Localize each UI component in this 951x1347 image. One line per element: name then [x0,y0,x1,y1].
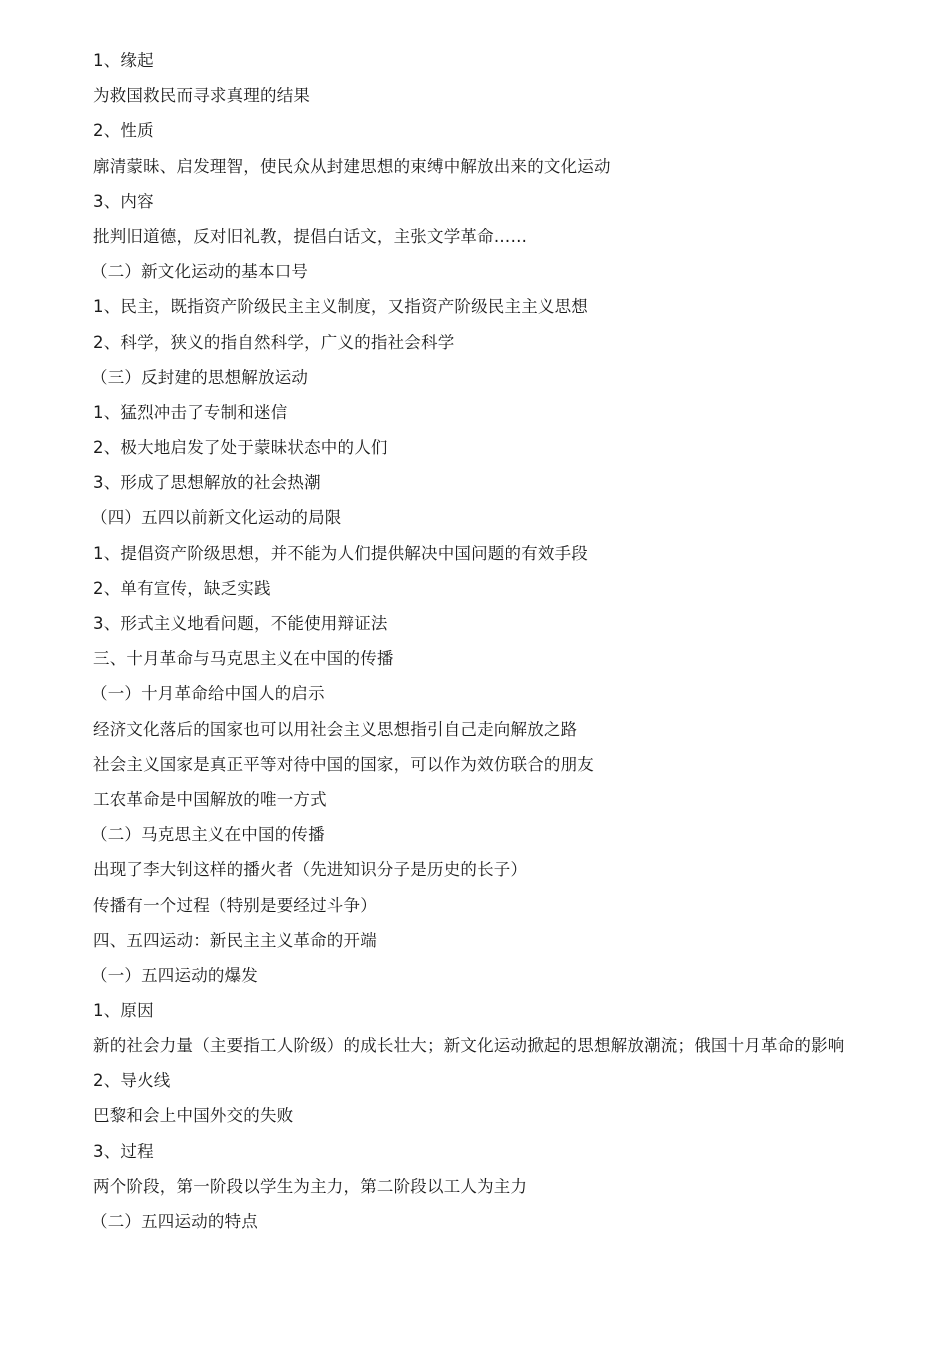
text-line: 批判旧道德，反对旧礼教，提倡白话文，主张文学革命…… [93,226,528,246]
document-page [0,43,951,1239]
list-item: 2、科学，狭义的指自然科学，广义的指社会科学 [93,332,455,352]
section-heading: （二）新文化运动的基本口号 [91,262,309,282]
heading-origin: 1、缘起 [93,51,154,70]
list-item: 2、单有宣传，缺乏实践 [93,578,271,598]
section-heading: （一）五四运动的爆发 [91,965,258,985]
chapter-heading: 三、十月革命与马克思主义在中国的传播 [93,649,394,669]
text-paragraph: 新的社会力量（主要指工人阶级）的成长壮大；新文化运动掀起的思想解放潮流；俄国十月革命的影响 [93,1036,845,1056]
text-line: 两个阶段，第一阶段以学生为主力，第二阶段以工人为主力 [93,1176,528,1196]
list-item: 1、猛烈冲击了专制和迷信 [93,402,288,422]
text-line: 经济文化落后的国家也可以用社会主义思想指引自己走向解放之路 [93,719,578,739]
text-line: 传播有一个过程（特别是要经过斗争） [93,895,377,915]
text-line: 为救国救民而寻求真理的结果 [93,86,311,106]
heading-nature: 2、性质 [93,121,154,141]
text-line: 社会主义国家是真正平等对待中国的国家，可以作为效仿联合的朋友 [93,754,594,774]
heading-cause: 1、原因 [93,1001,154,1021]
text-line: 工农革命是中国解放的唯一方式 [93,789,327,809]
heading-content: 3、内容 [93,191,154,211]
chapter-heading: 四、五四运动：新民主主义革命的开端 [93,930,377,950]
list-item: 3、形成了思想解放的社会热潮 [93,473,321,493]
section-heading: （三）反封建的思想解放运动 [91,367,309,387]
list-item: 1、提倡资产阶级思想，并不能为人们提供解决中国问题的有效手段 [93,543,588,563]
section-heading: （二）马克思主义在中国的传播 [91,825,325,845]
text-line: 巴黎和会上中国外交的失败 [93,1106,294,1126]
section-heading: （一）十月革命给中国人的启示 [91,684,325,704]
section-heading: （四）五四以前新文化运动的局限 [91,508,342,528]
heading-trigger: 2、导火线 [93,1071,171,1091]
text-line: 出现了李大钊这样的播火者（先进知识分子是历史的长子） [93,860,528,880]
list-item: 3、形式主义地看问题，不能使用辩证法 [93,614,388,633]
text-line: 廓清蒙昧、启发理智，使民众从封建思想的束缚中解放出来的文化运动 [93,156,611,176]
list-item: 1、民主，既指资产阶级民主主义制度，又指资产阶级民主主义思想 [93,297,588,317]
list-item: 2、极大地启发了处于蒙昧状态中的人们 [93,438,388,458]
heading-process: 3、过程 [93,1141,154,1161]
section-heading: （二）五四运动的特点 [91,1212,258,1231]
